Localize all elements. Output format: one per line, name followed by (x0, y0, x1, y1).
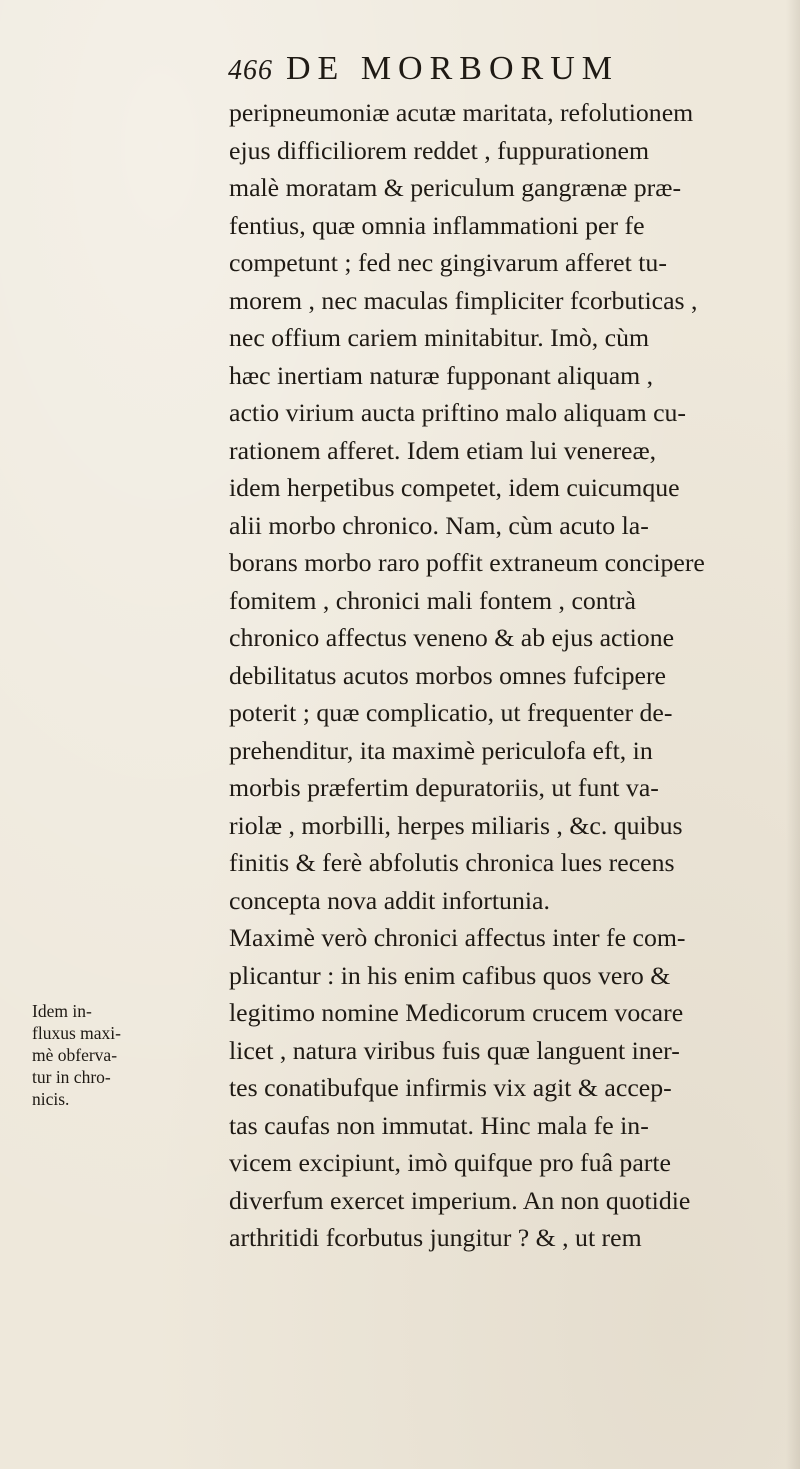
text-line: Maximè verò chronici affectus inter fe com- (229, 923, 686, 952)
text-line: ejus difficiliorem reddet , fuppurationem (229, 135, 650, 165)
body-text (229, 94, 769, 1257)
page-edge-shadow (786, 0, 800, 1469)
marginal-note (32, 1000, 192, 1110)
page-header (228, 50, 748, 94)
text-line: peripneumoniæ acutæ maritata, refolutionem (229, 98, 694, 127)
marginal-note-line: nicis. (32, 1089, 70, 1109)
text-line: finitis & ferè abfolutis chronica lues recens (229, 848, 675, 877)
text-line: prehenditur, ita maximè periculofa eft, in (229, 735, 653, 765)
text-line: idem herpetibus competet, idem cuicumque (229, 473, 680, 502)
text-line: concepta nova addit infortunia. (229, 885, 550, 915)
text-line: hæc inertiam naturæ fupponant aliquam , (229, 360, 654, 390)
text-line: debilitatus acutos morbos omnes fufcipere (229, 660, 666, 690)
text-line: tes conatibufque infirmis vix agit & accep- (229, 1073, 672, 1102)
text-line: borans morbo raro poffit extraneum concipere (229, 548, 705, 577)
marginal-note-line: tur in chro- (32, 1067, 111, 1087)
marginal-note-line: mè obferva- (32, 1045, 118, 1065)
text-line: chronico affectus veneno & ab ejus actione (229, 623, 675, 652)
text-line: fomitem , chronici mali fontem , contrà (229, 585, 636, 615)
text-line: vicem excipiunt, imò quifque pro fuâ parte (229, 1148, 671, 1177)
text-line: malè moratam & periculum gangrænæ præ- (229, 173, 682, 202)
text-line: morem , nec maculas fimpliciter fcorbuticas , (229, 285, 698, 315)
text-line: competunt ; fed nec gingivarum afferet tu- (229, 248, 667, 277)
text-line: plicantur : in his enim cafibus quos vero & (229, 960, 671, 990)
text-line: rationem afferet. Idem etiam lui venereæ, (229, 435, 657, 465)
text-line: diverfum exercet imperium. An non quotidie (229, 1185, 691, 1215)
running-head: DE MORBORUM (286, 50, 619, 87)
text-line: licet , natura viribus fuis quæ languent iner- (229, 1035, 680, 1065)
text-line: riolæ , morbilli, herpes miliaris , &c. quibus (229, 810, 683, 840)
text-line: morbis præfertim depuratoriis, ut funt va- (229, 773, 659, 802)
text-line: alii morbo chronico. Nam, cùm acuto la- (229, 510, 649, 540)
page-number: 466 (228, 55, 273, 86)
text-line: poterit ; quæ complicatio, ut frequenter de- (229, 698, 673, 727)
text-line: legitimo nomine Medicorum crucem vocare (229, 998, 684, 1027)
marginal-note-line: fluxus maxi- (32, 1023, 121, 1043)
text-line: nec offium cariem minitabitur. Imò, cùm (229, 323, 650, 352)
text-line: fentius, quæ omnia inflammationi per fe (229, 210, 645, 240)
marginal-note-line: Idem in- (32, 1001, 92, 1021)
text-line: arthritidi fcorbutus jungitur ? & , ut rem (229, 1223, 642, 1252)
text-line: actio virium aucta priftino malo aliquam cu- (229, 398, 687, 427)
text-line: tas caufas non immutat. Hinc mala fe in- (229, 1110, 649, 1140)
